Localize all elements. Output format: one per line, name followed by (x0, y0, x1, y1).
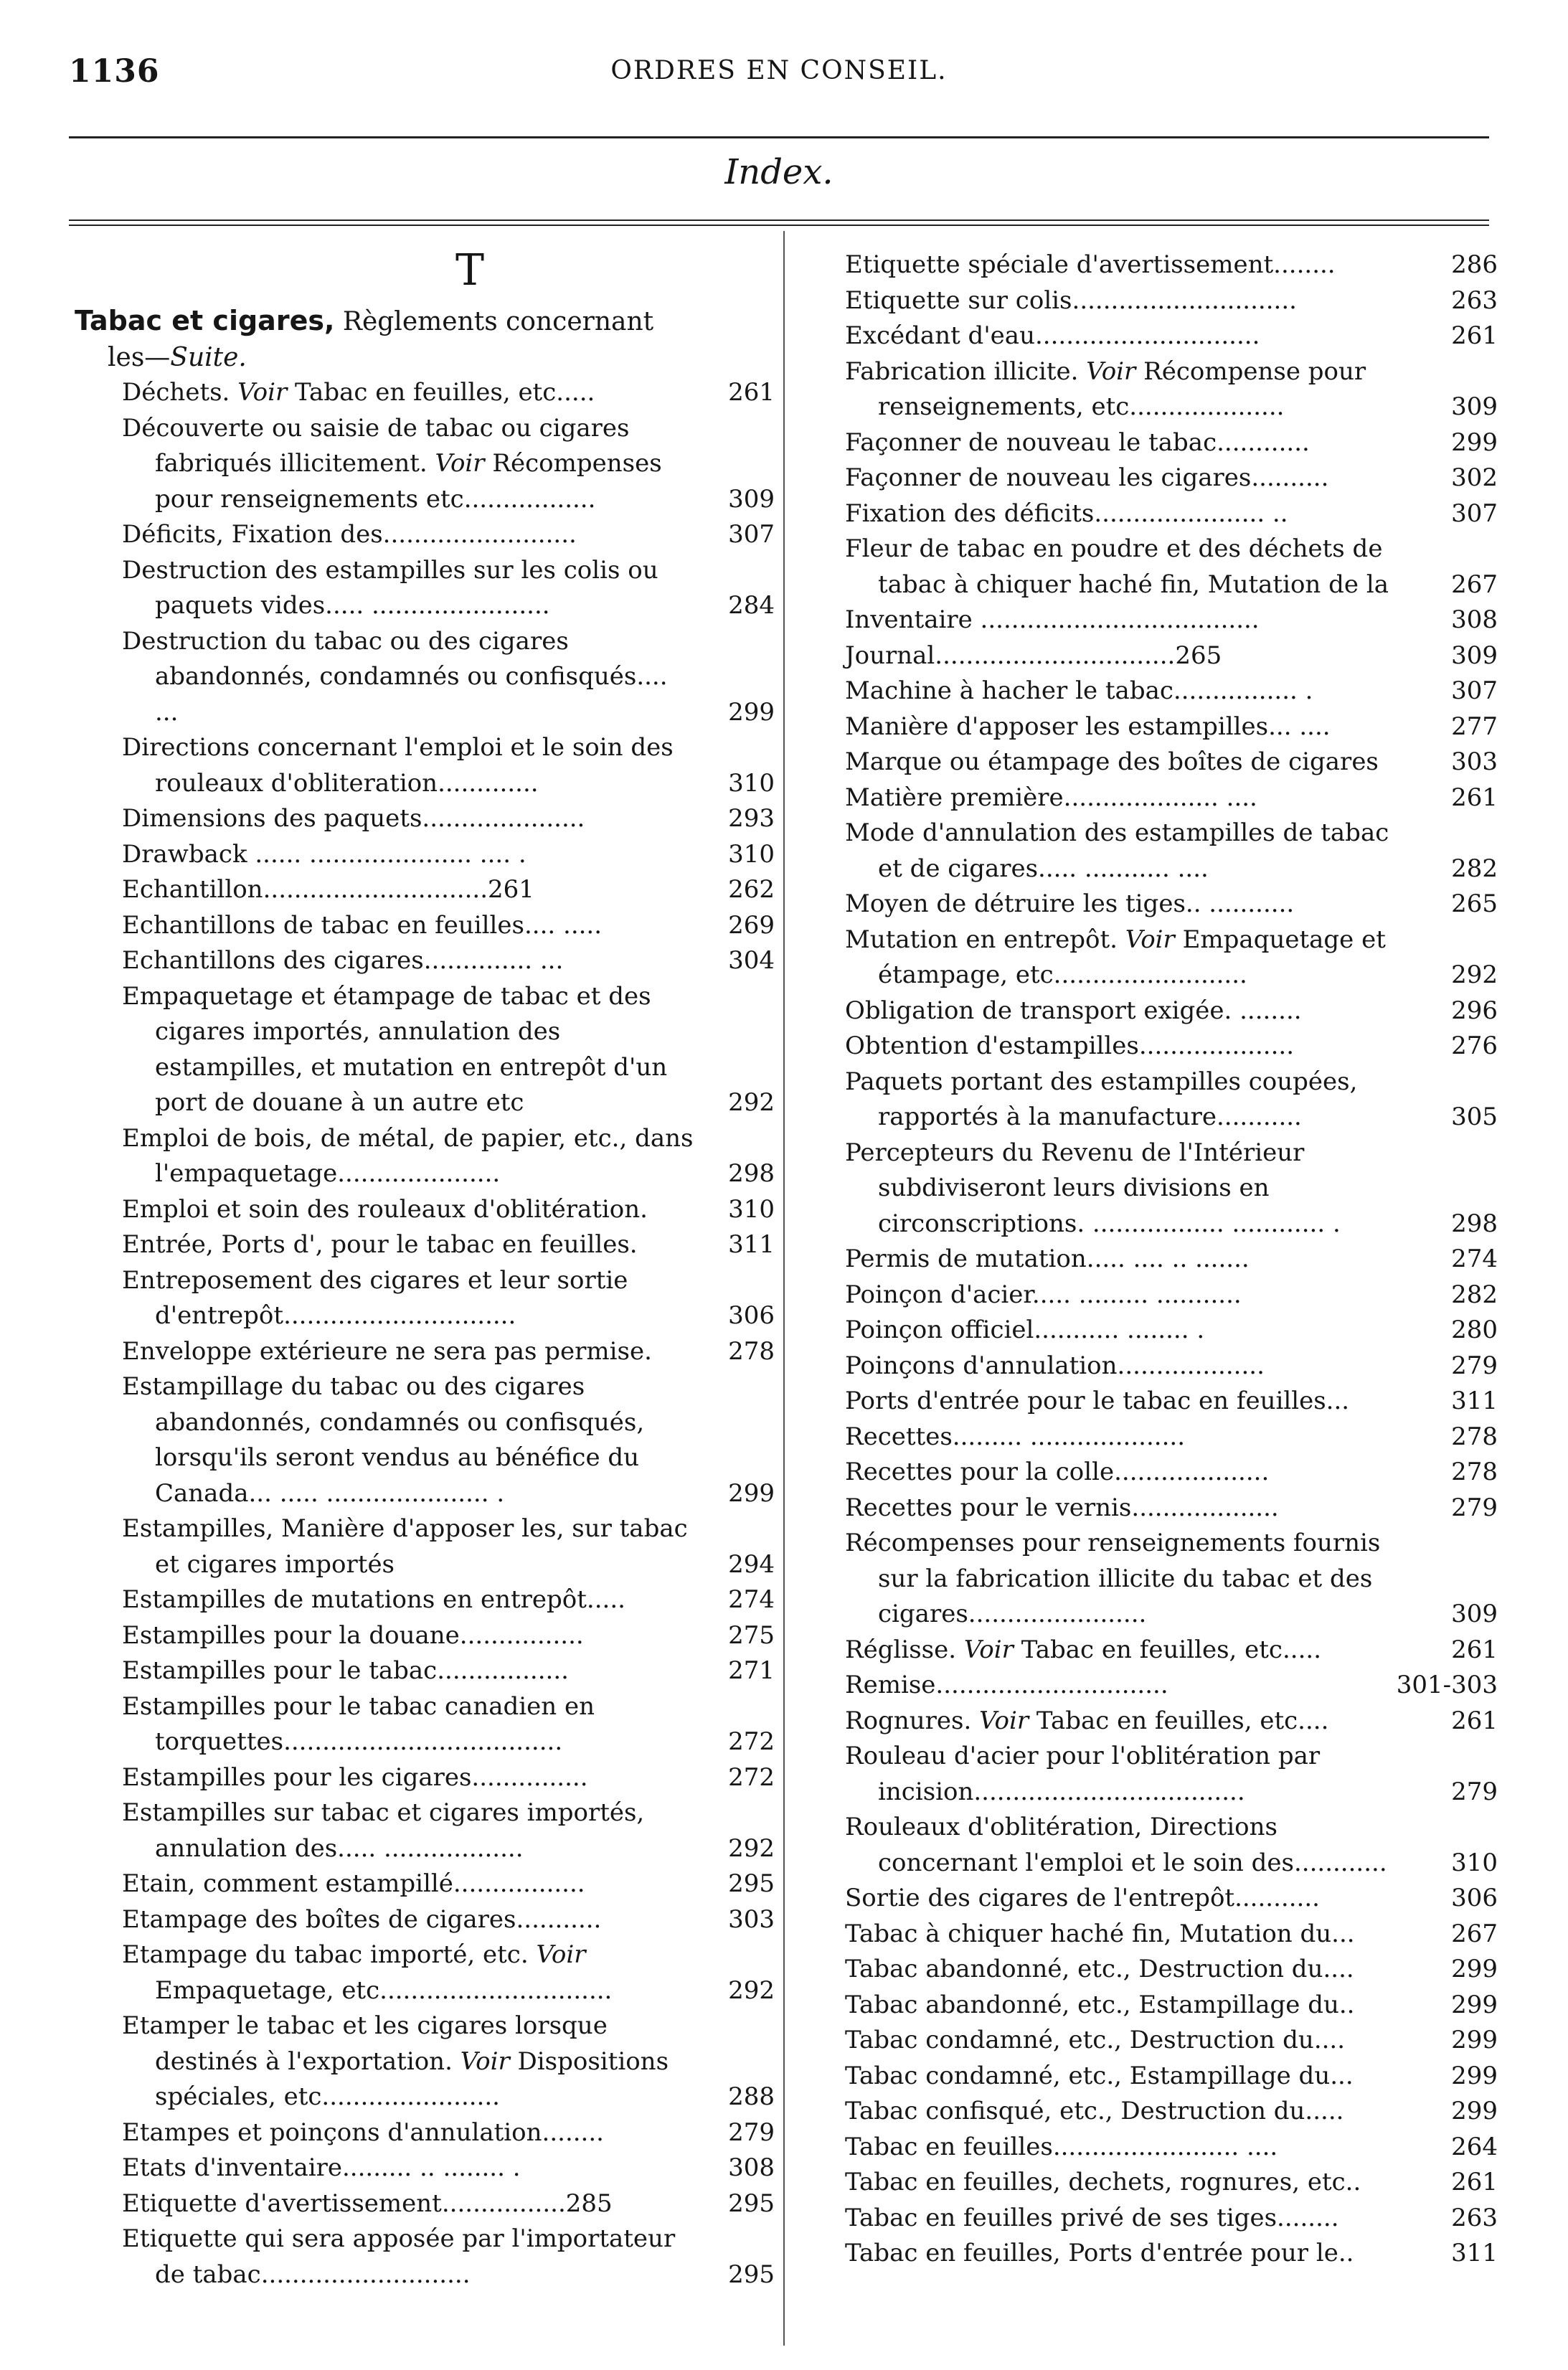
entry-text: Ports d'entrée pour le tabac en feuilles... (845, 1387, 1350, 1415)
heading-term: Tabac et cigares, (75, 305, 335, 336)
index-entry (845, 1349, 1498, 1384)
entry-page-number: 310 (728, 839, 775, 869)
heading-rest: Règlements concernant (334, 307, 654, 336)
entry-page-number: 286 (1451, 250, 1498, 279)
index-entry (845, 1668, 1498, 1704)
index-entry (122, 1227, 775, 1263)
entry-page-number: 278 (1451, 1458, 1498, 1486)
index-entry (122, 1866, 775, 1902)
header-rule (69, 136, 1489, 138)
entry-text: Remise.............................. (845, 1671, 1168, 1699)
index-entry (122, 1618, 775, 1654)
entry-page-number: 261 (728, 378, 775, 407)
entry-text: Estampilles de mutations en entrepôt..... (122, 1585, 625, 1614)
index-entries-left (122, 375, 775, 2293)
index-entry (122, 1937, 775, 2008)
index-entry (122, 2186, 775, 2222)
entry-page-number: 282 (1451, 854, 1498, 883)
index-entry (845, 887, 1498, 922)
index-entry (122, 1334, 775, 1370)
index-entry (845, 745, 1498, 780)
index-letter: T (455, 245, 485, 296)
index-entry (122, 1121, 775, 1192)
entry-page-number: 263 (1451, 285, 1498, 315)
index-entry (122, 1582, 775, 1618)
entry-text: Poinçon officiel........... ........ . (845, 1316, 1205, 1344)
index-entry (845, 1136, 1498, 1242)
index-entry (845, 1313, 1498, 1349)
entry-text: Déficits, Fixation des......................... (122, 520, 577, 549)
index-entry (845, 816, 1498, 887)
entry-text: Enveloppe extérieure ne sera pas permise. (122, 1336, 652, 1366)
entry-page-number: 282 (1451, 1280, 1498, 1309)
entry-page-number: 307 (1451, 676, 1498, 705)
index-entry (122, 1795, 775, 1866)
entry-text: Tabac en feuilles privé de ses tiges........ (845, 2203, 1339, 2232)
index-entry (845, 1633, 1498, 1668)
entry-text: Destruction du tabac ou des cigares abandonnés, condamnés ou confisqués.... ... (122, 626, 668, 727)
index-entry (845, 247, 1498, 283)
entry-page-number: 311 (1451, 1387, 1498, 1415)
running-title: ORDRES EN CONSEIL. (610, 56, 948, 85)
entry-page-number: 279 (1451, 1493, 1498, 1522)
entry-page-number: 265 (1451, 889, 1498, 918)
index-entry (845, 1064, 1498, 1136)
entry-page-number: 261 (1451, 1635, 1498, 1664)
entry-page-number: 292 (728, 1833, 775, 1863)
index-entry (845, 674, 1498, 709)
entry-text: Etampage des boîtes de cigares........... (122, 1904, 602, 1934)
entry-text: Poinçons d'annulation................... (845, 1351, 1265, 1380)
section-title: Index. (724, 152, 833, 192)
index-entry (122, 730, 775, 801)
entry-page-number: 295 (728, 1869, 775, 1898)
entry-page-number: 299 (1451, 1990, 1498, 2019)
entry-page-number: 309 (1451, 641, 1498, 670)
entry-page-number: 293 (728, 804, 775, 833)
entry-page-number: 299 (1451, 2026, 1498, 2054)
index-entry (845, 1278, 1498, 1313)
index-entry (122, 1653, 775, 1689)
entry-text: Sortie des cigares de l'entrepôt........... (845, 1884, 1320, 1912)
entry-text: Obligation de transport exigée. ........ (845, 996, 1302, 1025)
index-entry (845, 993, 1498, 1029)
entry-page-number: 275 (728, 1620, 775, 1650)
index-entry (122, 411, 775, 518)
entry-text: Etampes et poinçons d'annulation........ (122, 2118, 604, 2147)
index-column-left (75, 245, 775, 2293)
entry-text: Estampillage du tabac ou des cigares abandonnés, condamnés ou confisqués, lorsqu'ils seront vendus au bénéfice du Canada... ..... ..................... . (122, 1372, 645, 1508)
entry-page-number: 311 (1451, 2239, 1498, 2267)
entry-text: Tabac condamné, etc., Estampillage du... (845, 2061, 1354, 2090)
entry-text: Etain, comment estampillé................. (122, 1869, 585, 1898)
entry-text: Percepteurs du Revenu de l'Intérieur subdiviseront leurs divisions en circonscriptions. ................. ............ . (845, 1138, 1341, 1238)
entry-text: Empaquetage et étampage de tabac et des cigares importés, annulation des estampilles, et mutation en entrepôt d'un port de douane à un autre etc (122, 981, 668, 1117)
index-entry (122, 2115, 775, 2151)
index-entry (845, 2165, 1498, 2201)
entry-page-number: 269 (728, 910, 775, 940)
entry-text: Tabac abandonné, etc., Estampillage du.. (845, 1990, 1355, 2019)
entry-page-number: 296 (1451, 996, 1498, 1025)
index-entry (122, 908, 775, 944)
index-entry (845, 2059, 1498, 2095)
index-entry (845, 2130, 1498, 2166)
entry-text: Destruction des estampilles sur les colis ou paquets vides..... ....................... (122, 555, 658, 620)
entry-page-number: 309 (1451, 392, 1498, 421)
entry-text: Déchets. Voir Tabac en feuilles, etc..... (122, 378, 595, 407)
entry-text: Découverte ou saisie de tabac ou cigares fabriqués illicitement. Voir Récompenses pour renseignements etc................. (122, 413, 662, 514)
entry-text: Obtention d'estampilles.................... (845, 1031, 1294, 1060)
index-entry (845, 496, 1498, 532)
entry-text: Dimensions des paquets..................... (122, 804, 585, 833)
entry-page-number: 292 (728, 1088, 775, 1117)
index-entry (122, 1760, 775, 1796)
entry-text: Tabac condamné, etc., Destruction du.... (845, 2026, 1346, 2054)
entry-text: Entreposement des cigares et leur sortie d'entrepôt.............................. (122, 1265, 628, 1330)
entry-text: Récompenses pour renseignements fournis sur la fabrication illicite du tabac et des cigares....................... (845, 1529, 1381, 1628)
entry-text: Matière première.................... .... (845, 783, 1257, 812)
entry-text: Estampilles sur tabac et cigares importés, annulation des..... .................. (122, 1798, 645, 1863)
entry-page-number: 261 (1451, 783, 1498, 812)
index-entry (845, 1952, 1498, 1988)
entry-text: Emploi de bois, de métal, de papier, etc., dans l'empaquetage..................... (122, 1123, 694, 1188)
entry-text: Echantillon.............................261 (122, 875, 534, 904)
entry-text: Etiquette qui sera apposée par l'importateur de tabac........................... (122, 2224, 676, 2289)
entry-text: Mode d'annulation des estampilles de tabac et de cigares..... ........... .... (845, 818, 1389, 883)
index-entry (845, 2236, 1498, 2272)
index-entry (845, 1810, 1498, 1881)
entry-text: Recettes pour le vernis................... (845, 1493, 1279, 1522)
entry-page-number: 279 (728, 2118, 775, 2147)
entry-text: Directions concernant l'emploi et le soin des rouleaux d'obliteration............. (122, 733, 674, 798)
heading-sub-italic: Suite. (170, 342, 247, 372)
entry-page-number: 294 (728, 1549, 775, 1579)
entry-page-number: 299 (728, 1478, 775, 1508)
index-entry (845, 1988, 1498, 2024)
entry-text: Etats d'inventaire......... .. ........ . (122, 2153, 521, 2182)
entry-text: Journal...............................265 (845, 641, 1222, 670)
index-entry (845, 1526, 1498, 1633)
entry-page-number: 274 (1451, 1245, 1498, 1273)
entry-text: Marque ou étampage des boîtes de cigares (845, 747, 1379, 776)
heading-continuation (75, 340, 775, 376)
index-entry (845, 532, 1498, 603)
index-entry (845, 425, 1498, 461)
entry-page-number: 310 (728, 768, 775, 798)
entry-page-number: 299 (1451, 2061, 1498, 2090)
entry-text: Recettes pour la colle.................... (845, 1458, 1270, 1486)
entry-text: Etampage du tabac importé, etc. Voir Empaquetage, etc.............................. (122, 1940, 613, 2005)
entry-page-number: 301-303 (1396, 1671, 1498, 1699)
entry-text: Paquets portant des estampilles coupées, rapportés à la manufacture........... (845, 1067, 1358, 1131)
entry-text: Fleur de tabac en poudre et des déchets de tabac à chiquer haché fin, Mutation de la (845, 534, 1389, 599)
index-entry (845, 1917, 1498, 1953)
entry-text: Entrée, Ports d', pour le tabac en feuilles. (122, 1230, 638, 1259)
entry-page-number: 277 (1451, 712, 1498, 741)
index-entry (845, 1491, 1498, 1526)
index-entry (122, 801, 775, 837)
entry-page-number: 280 (1451, 1316, 1498, 1344)
entry-text: Rouleaux d'oblitération, Directions concernant l'emploi et le soin des............ (845, 1813, 1387, 1877)
index-entry (122, 943, 775, 979)
entry-page-number: 279 (1451, 1351, 1498, 1380)
entry-page-number: 299 (1451, 1955, 1498, 1983)
column-divider (783, 231, 785, 2346)
index-entries-right (845, 247, 1498, 2272)
index-entry (122, 2008, 775, 2115)
entry-text: Mutation en entrepôt. Voir Empaquetage et étampage, etc......................... (845, 925, 1386, 989)
entry-page-number: 292 (1451, 960, 1498, 989)
entry-page-number: 278 (1451, 1422, 1498, 1451)
entry-page-number: 299 (728, 697, 775, 727)
index-entry (845, 1384, 1498, 1420)
entry-page-number: 295 (728, 2189, 775, 2218)
index-entry (122, 1511, 775, 1582)
entry-page-number: 308 (1451, 605, 1498, 634)
entry-page-number: 308 (728, 2153, 775, 2182)
index-entry (122, 837, 775, 873)
entry-page-number: 304 (728, 946, 775, 975)
index-entry (122, 872, 775, 908)
entry-page-number: 288 (728, 2082, 775, 2111)
entry-page-number: 261 (1451, 1706, 1498, 1735)
entry-page-number: 309 (1451, 1600, 1498, 1628)
section-double-rule (69, 219, 1489, 226)
entry-text: Echantillons des cigares.............. ... (122, 946, 564, 975)
entry-text: Estampilles pour le tabac canadien en torquettes.................................... (122, 1691, 595, 1756)
entry-text: Tabac abandonné, etc., Destruction du.... (845, 1955, 1354, 1983)
entry-text: Rognures. Voir Tabac en feuilles, etc.... (845, 1706, 1329, 1735)
index-column-right (845, 247, 1498, 2272)
index-entry (122, 2222, 775, 2293)
index-entry (122, 1192, 775, 1228)
entry-page-number: 261 (1451, 321, 1498, 350)
index-heading (75, 303, 775, 375)
entry-text: Inventaire .................................... (845, 605, 1260, 634)
index-entry (845, 1455, 1498, 1491)
entry-page-number: 306 (728, 1301, 775, 1330)
entry-text: Fabrication illicite. Voir Récompense pour renseignements, etc.................... (845, 357, 1366, 421)
entry-text: Tabac confisqué, etc., Destruction du..... (845, 2097, 1344, 2125)
entry-page-number: 303 (1451, 747, 1498, 776)
entry-text: Recettes......... .................... (845, 1422, 1186, 1451)
entry-text: Emploi et soin des rouleaux d'oblitération. (122, 1194, 648, 1224)
entry-page-number: 278 (728, 1336, 775, 1366)
entry-text: Etiquette sur colis............................. (845, 285, 1297, 315)
entry-page-number: 311 (728, 1230, 775, 1259)
heading-sub-prefix: les— (108, 342, 171, 372)
entry-page-number: 276 (1451, 1031, 1498, 1060)
index-entry (845, 1881, 1498, 1917)
index-entry (845, 709, 1498, 745)
entry-text: Estampilles pour les cigares............... (122, 1762, 588, 1792)
entry-page-number: 295 (728, 2260, 775, 2289)
entry-page-number: 262 (728, 875, 775, 904)
entry-page-number: 272 (728, 1762, 775, 1792)
entry-text: Tabac en feuilles, dechets, rognures, etc.. (845, 2168, 1361, 2196)
entry-text: Fixation des déficits...................... .. (845, 499, 1288, 528)
index-entry (845, 1704, 1498, 1739)
entry-text: Excédant d'eau............................. (845, 321, 1260, 350)
entry-page-number: 299 (1451, 428, 1498, 457)
index-entry (845, 1242, 1498, 1278)
index-entry (845, 461, 1498, 496)
entry-text: Tabac à chiquer haché fin, Mutation du... (845, 1919, 1355, 1948)
entry-text: Permis de mutation..... .... .. ....... (845, 1245, 1250, 1273)
page-header (69, 53, 1489, 96)
entry-text: Façonner de nouveau le tabac............ (845, 428, 1310, 457)
entry-page-number: 298 (1451, 1209, 1498, 1238)
entry-text: Poinçon d'acier..... ......... ........... (845, 1280, 1242, 1309)
entry-page-number: 263 (1451, 2203, 1498, 2232)
entry-page-number: 274 (728, 1585, 775, 1614)
entry-text: Echantillons de tabac en feuilles.... ..... (122, 910, 603, 940)
entry-page-number: 307 (728, 520, 775, 549)
entry-text: Estampilles pour le tabac................. (122, 1656, 569, 1685)
entry-page-number: 309 (728, 484, 775, 514)
index-entry (845, 318, 1498, 354)
entry-page-number: 292 (728, 1975, 775, 2005)
index-entry (845, 780, 1498, 816)
entry-page-number: 267 (1451, 1919, 1498, 1948)
entry-page-number: 298 (728, 1159, 775, 1188)
index-entry (845, 1029, 1498, 1064)
index-entry (845, 354, 1498, 425)
index-entry (122, 1689, 775, 1760)
entry-text: Manière d'apposer les estampilles... .... (845, 712, 1331, 741)
entry-page-number: 307 (1451, 499, 1498, 528)
entry-page-number: 302 (1451, 463, 1498, 492)
entry-page-number: 261 (1451, 2168, 1498, 2196)
index-entry (122, 1902, 775, 1938)
entry-text: Estampilles pour la douane................ (122, 1620, 584, 1650)
entry-text: Estampilles, Manière d'apposer les, sur tabac et cigares importés (122, 1514, 688, 1579)
index-entry (122, 1263, 775, 1334)
index-entry (845, 1739, 1498, 1810)
entry-text: Réglisse. Voir Tabac en feuilles, etc..... (845, 1635, 1322, 1664)
index-entry (845, 603, 1498, 638)
entry-text: Etiquette spéciale d'avertissement........ (845, 250, 1336, 279)
entry-page-number: 272 (728, 1727, 775, 1756)
entry-page-number: 310 (728, 1194, 775, 1224)
entry-page-number: 264 (1451, 2132, 1498, 2161)
entry-text: Machine à hacher le tabac................ . (845, 676, 1313, 705)
entry-text: Etiquette d'avertissement................285 (122, 2189, 613, 2218)
index-entry (122, 517, 775, 553)
entry-page-number: 284 (728, 591, 775, 620)
entry-page-number: 267 (1451, 570, 1498, 599)
page-number: 1136 (69, 53, 160, 90)
index-entry (845, 922, 1498, 993)
index-entry (845, 283, 1498, 319)
index-entry (845, 638, 1498, 674)
index-entry (122, 624, 775, 731)
index-entry (845, 1420, 1498, 1455)
entry-text: Façonner de nouveau les cigares.......... (845, 463, 1329, 492)
entry-page-number: 271 (728, 1656, 775, 1685)
entry-page-number: 299 (1451, 2097, 1498, 2125)
entry-text: Drawback ...... ..................... .... . (122, 839, 526, 869)
entry-page-number: 305 (1451, 1103, 1498, 1131)
entry-page-number: 310 (1451, 1848, 1498, 1877)
index-entry (122, 1369, 775, 1511)
entry-text: Tabac en feuilles, Ports d'entrée pour le.. (845, 2239, 1354, 2267)
index-entry (122, 979, 775, 1121)
entry-page-number: 306 (1451, 1884, 1498, 1912)
entry-page-number: 303 (728, 1904, 775, 1934)
index-entry (122, 375, 775, 411)
entry-text: Rouleau d'acier pour l'oblitération par incision................................... (845, 1742, 1321, 1806)
entry-text: Tabac en feuilles........................ .... (845, 2132, 1278, 2161)
entry-page-number: 279 (1451, 1777, 1498, 1806)
index-entry (122, 553, 775, 624)
entry-text: Etamper le tabac et les cigares lorsque destinés à l'exportation. Voir Dispositions spéciales, etc....................... (122, 2011, 669, 2111)
index-entry (845, 2023, 1498, 2059)
entry-text: Moyen de détruire les tiges.. ........... (845, 889, 1295, 918)
index-entry (845, 2094, 1498, 2130)
index-entry (122, 2151, 775, 2186)
index-entry (845, 2201, 1498, 2237)
